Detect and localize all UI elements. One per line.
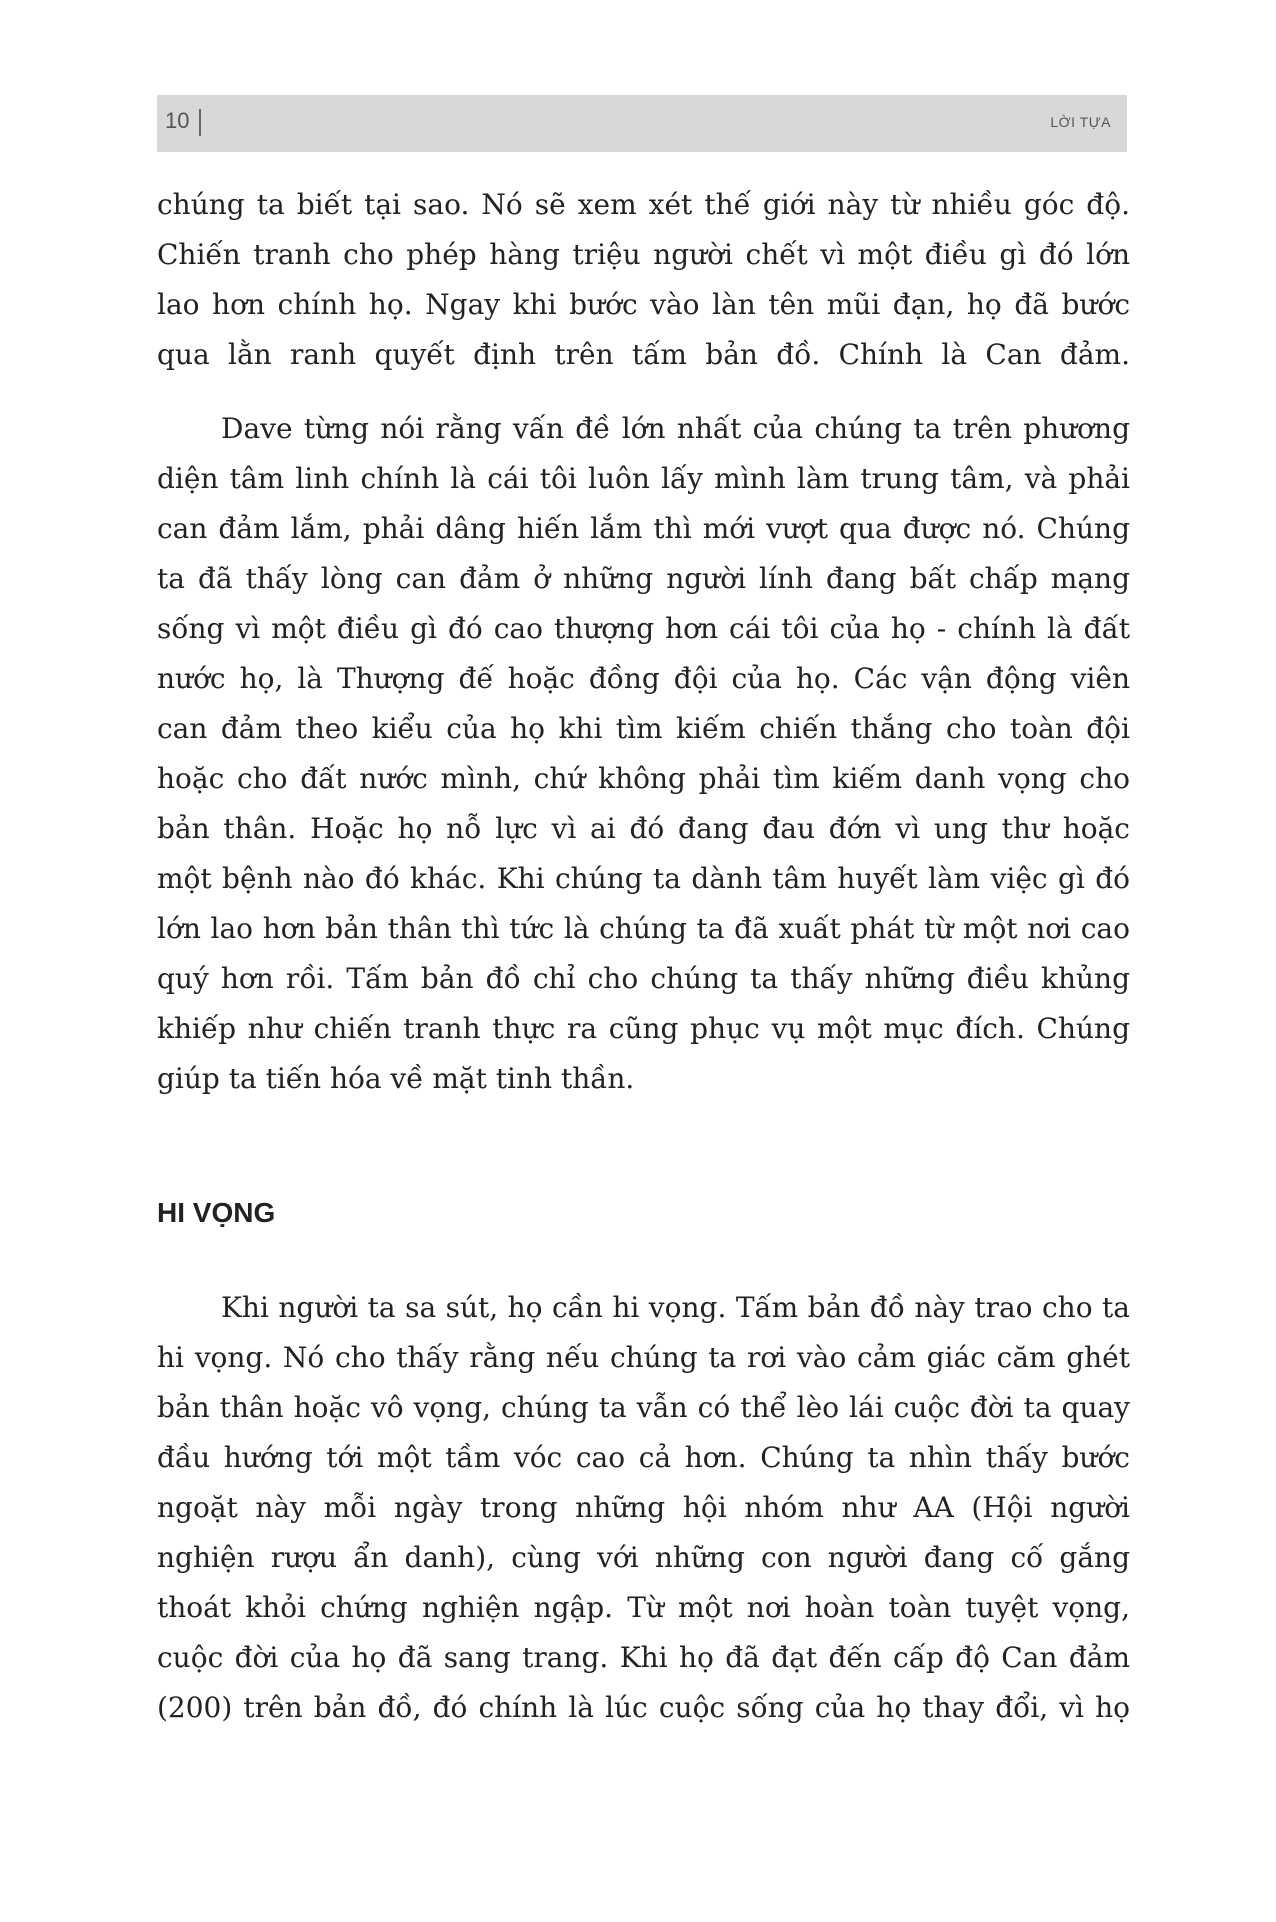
running-header — [157, 95, 1127, 152]
text-line: bản thân hoặc vô vọng, chúng ta vẫn có thể lèo lái cuộc đời ta quay — [157, 1391, 1130, 1424]
section-heading: HI VỌNG — [157, 1197, 276, 1228]
text-line: Chiến tranh cho phép hàng triệu người chết vì một điều gì đó lớn — [157, 238, 1130, 271]
text-line: hoặc cho đất nước mình, chứ không phải tìm kiếm danh vọng cho — [157, 762, 1130, 795]
text-line: quý hơn rồi. Tấm bản đồ chỉ cho chúng ta thấy những điều khủng — [157, 962, 1130, 995]
text-line: một bệnh nào đó khác. Khi chúng ta dành tâm huyết làm việc gì đó — [157, 862, 1130, 895]
text-line: đầu hướng tới một tầm vóc cao cả hơn. Chúng ta nhìn thấy bước — [157, 1441, 1130, 1474]
text-line: khiếp như chiến tranh thực ra cũng phục vụ một mục đích. Chúng — [157, 1012, 1130, 1045]
text-line: nghiện rượu ẩn danh), cùng với những con người đang cố gắng — [157, 1541, 1130, 1574]
header-divider — [199, 109, 201, 136]
text-line: lớn lao hơn bản thân thì tức là chúng ta đã xuất phát từ một nơi cao — [157, 912, 1130, 945]
text-line: Khi người ta sa sút, họ cần hi vọng. Tấm bản đồ này trao cho ta — [221, 1291, 1130, 1324]
paragraph-2 — [157, 404, 1130, 1104]
text-line: sống vì một điều gì đó cao thượng hơn cái tôi của họ - chính là đất — [157, 612, 1130, 645]
text-line: giúp ta tiến hóa về mặt tinh thần. — [157, 1062, 635, 1095]
text-line: nước họ, là Thượng đế hoặc đồng đội của họ. Các vận động viên — [157, 662, 1130, 695]
paragraph-1 — [157, 180, 1130, 380]
text-line: ngoặt này mỗi ngày trong những hội nhóm như AA (Hội người — [157, 1491, 1130, 1524]
text-line: cuộc đời của họ đã sang trang. Khi họ đã đạt đến cấp độ Can đảm — [157, 1641, 1130, 1674]
text-line: diện tâm linh chính là cái tôi luôn lấy mình làm trung tâm, và phải — [157, 462, 1130, 495]
running-title: LỜI TỰA — [1050, 114, 1111, 130]
text-line: hi vọng. Nó cho thấy rằng nếu chúng ta rơi vào cảm giác căm ghét — [157, 1341, 1130, 1374]
text-line: ta đã thấy lòng can đảm ở những người lính đang bất chấp mạng — [157, 562, 1130, 595]
page-number: 10 — [165, 108, 190, 133]
text-line: can đảm lắm, phải dâng hiến lắm thì mới vượt qua được nó. Chúng — [157, 512, 1130, 545]
text-line: Dave từng nói rằng vấn đề lớn nhất của chúng ta trên phương — [221, 412, 1130, 445]
text-line: can đảm theo kiểu của họ khi tìm kiếm chiến thắng cho toàn đội — [157, 712, 1130, 745]
text-line: thoát khỏi chứng nghiện ngập. Từ một nơi hoàn toàn tuyệt vọng, — [157, 1591, 1130, 1624]
text-line: qua lằn ranh quyết định trên tấm bản đồ. Chính là Can đảm. — [157, 338, 1130, 371]
text-line: lao hơn chính họ. Ngay khi bước vào làn tên mũi đạn, họ đã bước — [157, 288, 1130, 321]
text-line: (200) trên bản đồ, đó chính là lúc cuộc sống của họ thay đổi, vì họ — [157, 1691, 1130, 1724]
text-line: bản thân. Hoặc họ nỗ lực vì ai đó đang đau đớn vì ung thư hoặc — [157, 812, 1130, 845]
text-line: chúng ta biết tại sao. Nó sẽ xem xét thế giới này từ nhiều góc độ. — [157, 188, 1130, 221]
paragraph-3 — [157, 1283, 1130, 1733]
